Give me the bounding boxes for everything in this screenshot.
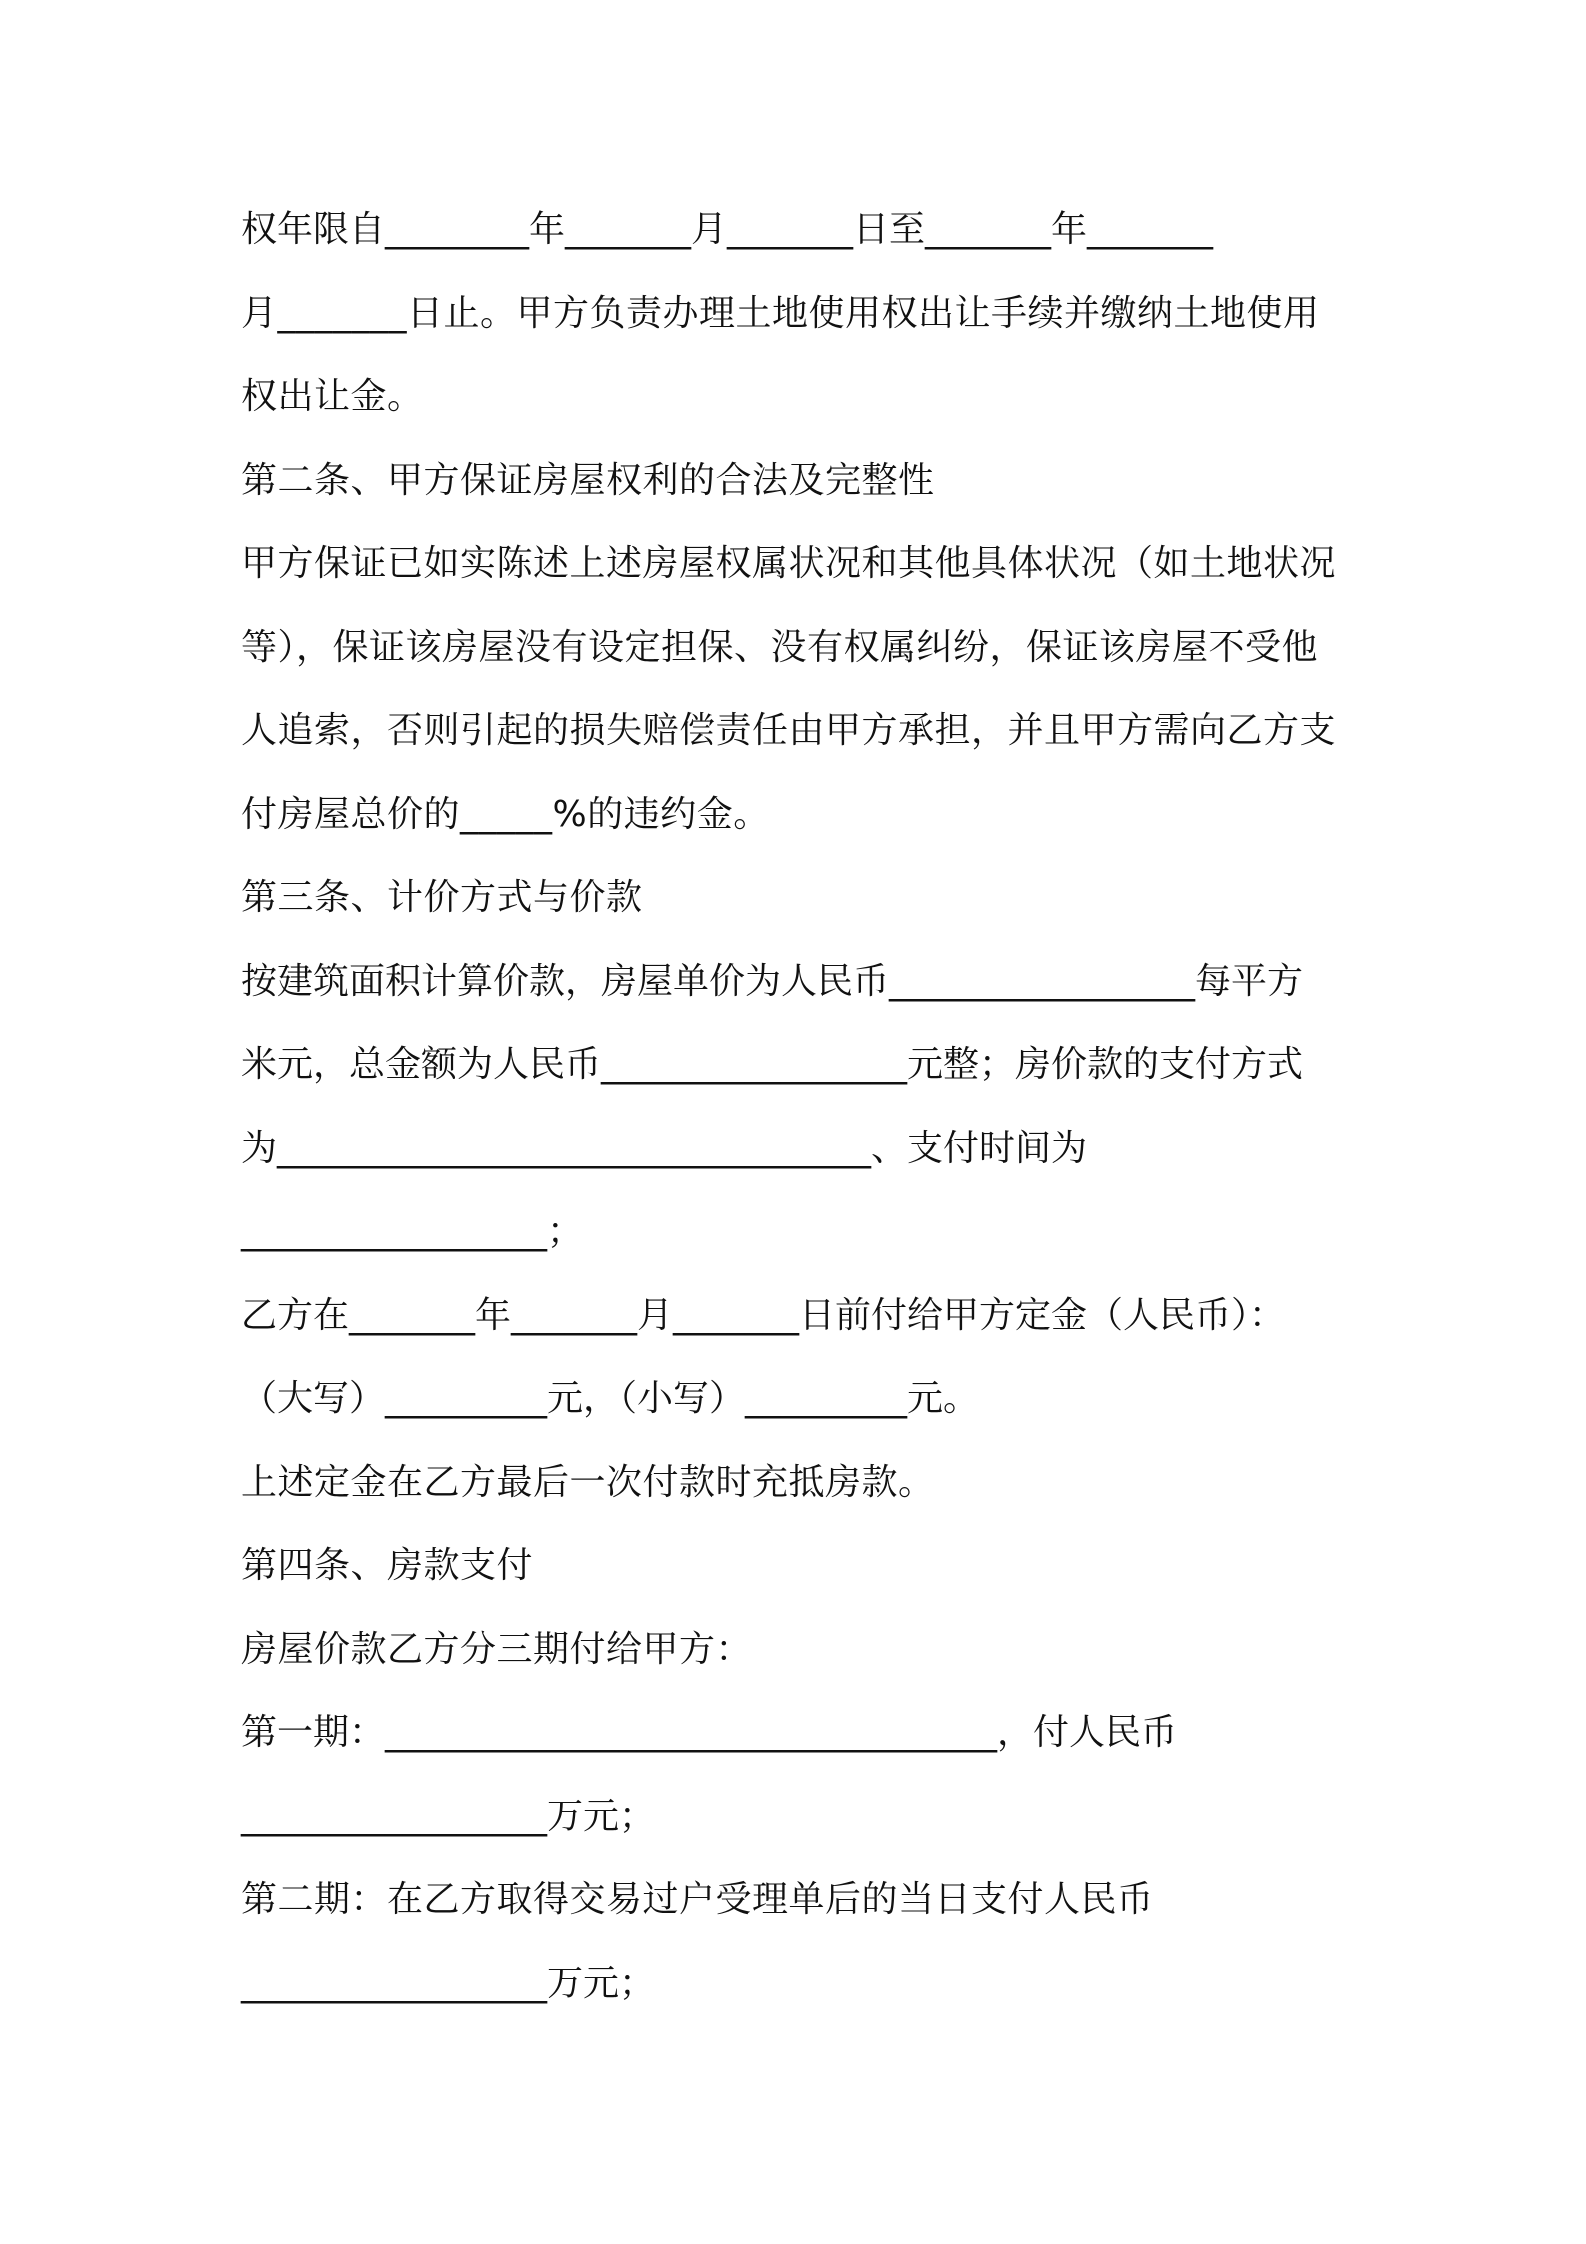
text-line: 米元，总金额为人民币_________________元整；房价款的支付方式: [241, 1044, 1304, 1085]
section-heading: 第三条、计价方式与价款: [241, 877, 643, 918]
text-line: 乙方在_______年_______月_______日前付给甲方定金（人民币）：: [241, 1294, 1286, 1336]
text-line: 等），保证该房屋没有设定担保、没有权属纠纷，保证该房屋不受他: [241, 626, 1319, 668]
text-line: 第二期：在乙方取得交易过户受理单后的当日支付人民币: [241, 1879, 1154, 1920]
text-line: 付房屋总价的_____%的违约金。: [241, 793, 770, 835]
text-line: 上述定金在乙方最后一次付款时充抵房款。: [241, 1461, 935, 1503]
text-line: 按建筑面积计算价款，房屋单价为人民币_________________每平方: [241, 960, 1304, 1002]
contract-body: [241, 196, 1361, 2033]
text-line: 房屋价款乙方分三期付给甲方：: [241, 1628, 753, 1670]
text-line: 权年限自________年_______月_______日至_______年_______: [241, 209, 1214, 250]
section-heading: 第四条、房款支付: [241, 1545, 534, 1586]
text-line: _________________；: [241, 1211, 583, 1252]
text-line: （大写）_________元，（小写）_________元。: [241, 1378, 980, 1419]
text-line: 第一期：__________________________________，付人民币: [241, 1712, 1178, 1753]
text-line: 为_________________________________、支付时间为: [241, 1127, 1088, 1169]
text-line: _________________万元；: [241, 1795, 656, 1837]
text-line: _________________万元；: [241, 1962, 656, 2004]
text-line: 月_______日止。甲方负责办理土地使用权出让手续并缴纳土地使用: [241, 292, 1320, 334]
section-heading: 第二条、甲方保证房屋权利的合法及完整性: [241, 459, 935, 501]
text-line: 权出让金。: [241, 376, 424, 417]
text-line: 人追索，否则引起的损失赔偿责任由甲方承担，并且甲方需向乙方支: [241, 710, 1337, 751]
text-line: 甲方保证已如实陈述上述房屋权属状况和其他具体状况（如土地状况: [241, 543, 1337, 584]
